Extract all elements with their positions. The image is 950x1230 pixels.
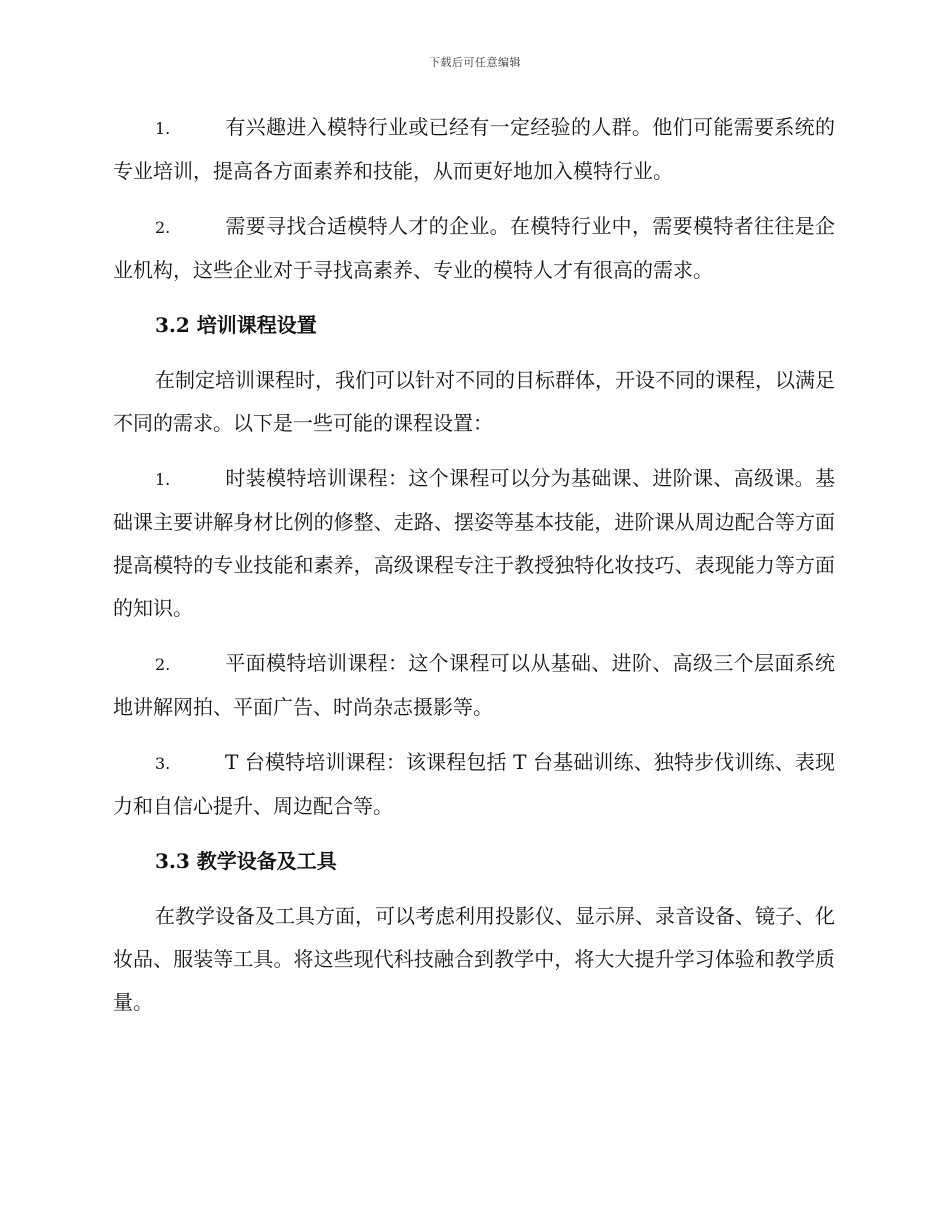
list-item-number: 2.	[155, 218, 171, 237]
list-item-number: 1.	[155, 470, 171, 489]
list-item	[113, 642, 835, 729]
list-item-text: 有兴趣进入模特行业或已经有一定经验的人群。他们可能需要系统的专业培训，提高各方面素养和技能，从而更好地加入模特行业。	[113, 115, 835, 183]
list-item	[113, 741, 835, 828]
list-item-number: 2.	[155, 655, 171, 674]
document-body	[113, 106, 835, 1036]
section-heading-3-3: 3.3 教学设备及工具	[155, 849, 337, 873]
list-item-number: 3.	[155, 754, 171, 773]
paragraph: 在教学设备及工具方面，可以考虑利用投影仪、显示屏、录音设备、镜子、化妆品、服装等工具。将这些现代科技融合到教学中，将大大提升学习体验和教学质量。	[113, 904, 835, 1014]
list-item	[113, 205, 835, 292]
page-header: 下载后可任意编辑	[429, 56, 521, 69]
section-heading-3-2: 3.2 培训课程设置	[155, 313, 317, 337]
paragraph: 在制定培训课程时，我们可以针对不同的目标群体，开设不同的课程，以满足不同的需求。以下是一些可能的课程设置：	[113, 368, 835, 435]
list-item	[113, 106, 835, 193]
list-item-text: 需要寻找合适模特人才的企业。在模特行业中，需要模特者往往是企业机构，这些企业对于寻找高素养、专业的模特人才有很高的需求。	[113, 214, 835, 282]
list-item-number: 1.	[155, 119, 171, 138]
list-item	[113, 457, 835, 630]
list-item-text: 平面模特培训课程：这个课程可以从基础、进阶、高级三个层面系统地讲解网拍、平面广告、时尚杂志摄影等。	[113, 651, 835, 719]
list-item-text: 时装模特培训课程：这个课程可以分为基础课、进阶课、高级课。基础课主要讲解身材比例的修整、走路、摆姿等基本技能，进阶课从周边配合等方面提高模特的专业技能和素养，高级课程专注于教授独特化妆技巧、表现能力等方面的知识。	[113, 466, 835, 620]
list-item-text: T 台模特培训课程：该课程包括 T 台基础训练、独特步伐训练、表现力和自信心提升、周边配合等。	[113, 750, 835, 818]
